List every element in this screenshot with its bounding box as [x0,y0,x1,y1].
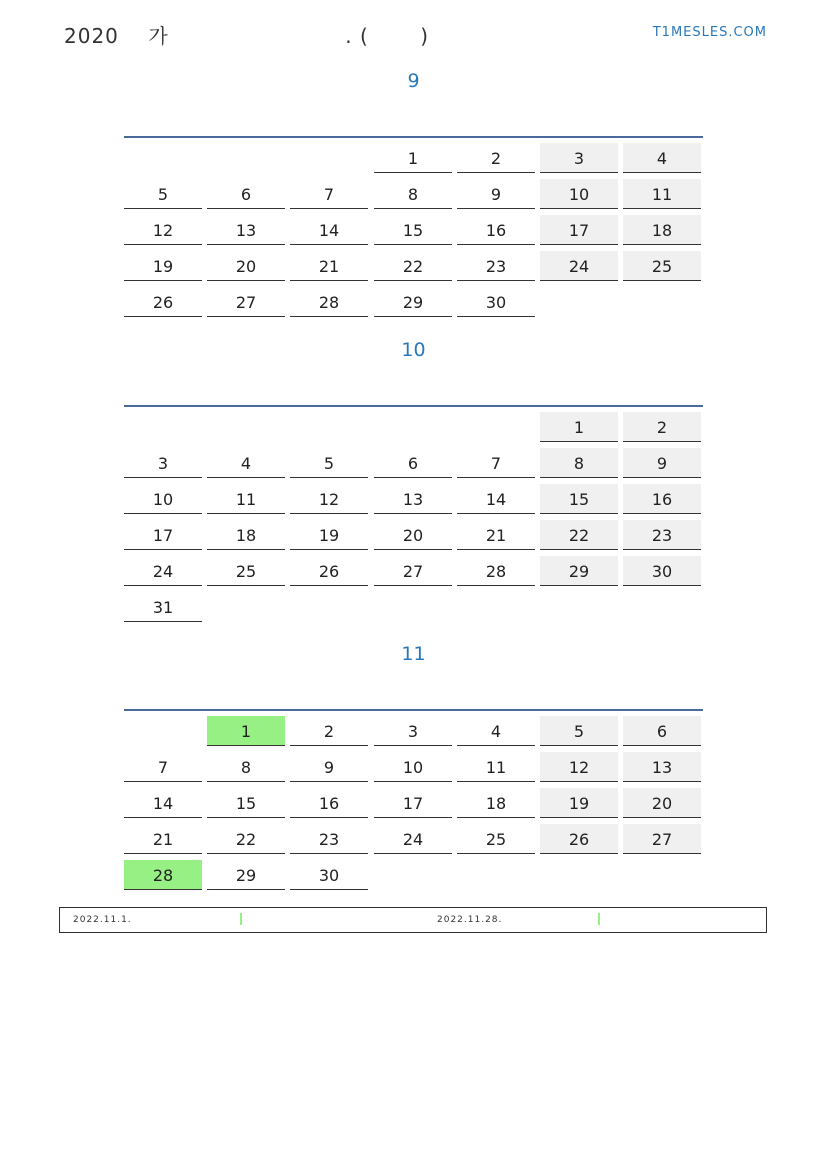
day-cell: 14 [124,788,202,818]
day-cell: 19 [124,251,202,281]
day-cell: 10 [124,484,202,514]
day-cell: 29 [540,556,618,586]
day-cell: 15 [374,215,452,245]
legend-marker-2 [598,913,600,925]
week-row [124,407,703,443]
day-cell: 30 [457,287,535,317]
holiday-day-cell: 1 [207,716,285,746]
day-cell: 21 [124,824,202,854]
day-cell: 21 [290,251,368,281]
day-cell: 3 [540,143,618,173]
day-cell: 12 [290,484,368,514]
day-cell: 12 [540,752,618,782]
legend-date-1: 2022.11.1. [73,915,132,925]
day-cell: 25 [207,556,285,586]
day-cell: 24 [540,251,618,281]
day-cell: 10 [540,179,618,209]
week-row [124,138,703,174]
week-row [124,819,703,855]
day-cell: 5 [290,448,368,478]
week-row [124,587,703,623]
day-cell: 9 [457,179,535,209]
day-cell: 17 [124,520,202,550]
day-cell: 11 [457,752,535,782]
day-cell: 27 [374,556,452,586]
month-grid [124,709,703,891]
day-cell: 5 [540,716,618,746]
day-cell: 1 [540,412,618,442]
day-cell: 22 [540,520,618,550]
day-cell: 18 [457,788,535,818]
day-cell: 7 [124,752,202,782]
month-grid [124,136,703,318]
day-cell: 4 [457,716,535,746]
day-cell: 27 [207,287,285,317]
day-cell: 18 [207,520,285,550]
day-cell: 1 [374,143,452,173]
day-cell: 16 [623,484,701,514]
day-cell: 19 [540,788,618,818]
day-cell: 30 [623,556,701,586]
day-cell: 26 [124,287,202,317]
day-cell: 7 [457,448,535,478]
day-cell: 17 [374,788,452,818]
week-row [124,210,703,246]
day-cell: 6 [623,716,701,746]
day-cell: 6 [374,448,452,478]
day-cell: 18 [623,215,701,245]
day-cell: 26 [290,556,368,586]
month-title: 11 [401,643,426,665]
week-row [124,711,703,747]
week-row [124,174,703,210]
day-cell: 25 [623,251,701,281]
day-cell: 17 [540,215,618,245]
day-cell: 24 [374,824,452,854]
day-cell: 20 [207,251,285,281]
day-cell: 4 [623,143,701,173]
day-cell: 14 [290,215,368,245]
day-cell: 4 [207,448,285,478]
day-cell: 13 [374,484,452,514]
day-cell: 23 [623,520,701,550]
legend-date-2: 2022.11.28. [437,915,503,925]
week-row [124,515,703,551]
day-cell: 3 [374,716,452,746]
day-cell: 20 [374,520,452,550]
legend-marker-1 [240,913,242,925]
day-cell: 26 [540,824,618,854]
holiday-day-cell: 28 [124,860,202,890]
day-cell: 14 [457,484,535,514]
week-row [124,443,703,479]
week-row [124,747,703,783]
month-grid [124,405,703,623]
day-cell: 6 [207,179,285,209]
month-title: 9 [407,70,420,92]
day-cell: 9 [623,448,701,478]
day-cell: 13 [207,215,285,245]
week-row [124,479,703,515]
day-cell: 19 [290,520,368,550]
page-title: 2020 가 . ( ) [64,24,430,48]
day-cell: 31 [124,592,202,622]
day-cell: 12 [124,215,202,245]
day-cell: 8 [207,752,285,782]
week-row [124,855,703,891]
holiday-legend [59,907,767,933]
day-cell: 15 [540,484,618,514]
day-cell: 16 [457,215,535,245]
day-cell: 16 [290,788,368,818]
week-row [124,783,703,819]
day-cell: 28 [457,556,535,586]
day-cell: 28 [290,287,368,317]
day-cell: 2 [623,412,701,442]
day-cell: 15 [207,788,285,818]
week-row [124,551,703,587]
day-cell: 20 [623,788,701,818]
day-cell: 9 [290,752,368,782]
month-title: 10 [401,339,426,361]
day-cell: 7 [290,179,368,209]
week-row [124,282,703,318]
day-cell: 2 [457,143,535,173]
day-cell: 3 [124,448,202,478]
day-cell: 8 [374,179,452,209]
day-cell: 5 [124,179,202,209]
day-cell: 22 [374,251,452,281]
day-cell: 22 [207,824,285,854]
day-cell: 29 [374,287,452,317]
day-cell: 11 [623,179,701,209]
day-cell: 11 [207,484,285,514]
day-cell: 23 [290,824,368,854]
day-cell: 10 [374,752,452,782]
week-row [124,246,703,282]
day-cell: 8 [540,448,618,478]
day-cell: 2 [290,716,368,746]
day-cell: 13 [623,752,701,782]
day-cell: 23 [457,251,535,281]
day-cell: 27 [623,824,701,854]
day-cell: 30 [290,860,368,890]
day-cell: 25 [457,824,535,854]
day-cell: 24 [124,556,202,586]
day-cell: 29 [207,860,285,890]
day-cell: 21 [457,520,535,550]
site-link[interactable]: T1MESLES.COM [652,25,767,40]
